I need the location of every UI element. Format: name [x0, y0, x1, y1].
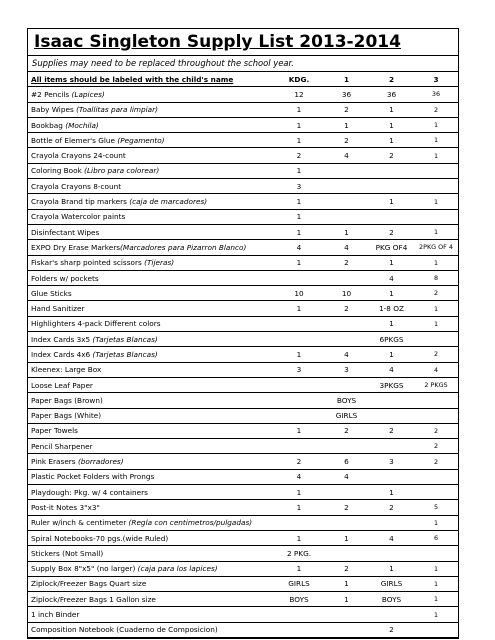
- qty-grade-1: 4: [324, 347, 369, 362]
- table-row: [28, 194, 458, 209]
- qty-grade-3: 2: [414, 347, 458, 362]
- item-name: [28, 423, 274, 438]
- qty-grade-2: [369, 546, 414, 561]
- item-name: [28, 224, 274, 239]
- qty-grade-1: 1: [324, 576, 369, 591]
- item-spanish-label: (Tarjetas Blancas): [92, 349, 158, 359]
- header-grade-2: 2: [369, 72, 414, 87]
- qty-grade-2: 6PKGS: [369, 332, 414, 347]
- qty-kdg: [274, 316, 324, 331]
- table-row: [28, 87, 458, 102]
- qty-kdg: 2 PKG.: [274, 546, 324, 561]
- qty-grade-2: 1: [369, 255, 414, 270]
- table-row: [28, 148, 458, 163]
- header-kdg: KDG.: [274, 72, 324, 87]
- qty-grade-2: 1: [369, 102, 414, 117]
- item-spanish-label: (caja para los lapices): [137, 564, 218, 574]
- item-spanish-label: (Toallitas para limpiar): [76, 105, 158, 115]
- item-label: Crayola Brand tip markers: [31, 197, 130, 207]
- item-spanish-label: (Lapices): [71, 89, 105, 99]
- table-row: [28, 133, 458, 148]
- item-label: Crayola Crayons 8-count: [31, 181, 122, 191]
- qty-grade-1: 2: [324, 301, 369, 316]
- qty-grade-2: 2: [369, 622, 414, 637]
- qty-grade-2: 1: [369, 117, 414, 132]
- qty-kdg: 1: [274, 163, 324, 178]
- qty-grade-2: 2: [369, 500, 414, 515]
- item-name: [28, 133, 274, 148]
- qty-grade-2: 2: [369, 224, 414, 239]
- item-name: [28, 576, 274, 591]
- qty-grade-1: [324, 485, 369, 500]
- qty-grade-3: 2: [414, 286, 458, 301]
- qty-grade-3: 1: [414, 224, 458, 239]
- item-name: [28, 301, 274, 316]
- qty-grade-3: 2 PKGS: [414, 377, 458, 392]
- qty-grade-2: 1: [369, 286, 414, 301]
- table-row: [28, 286, 458, 301]
- qty-grade-2: [369, 163, 414, 178]
- qty-kdg: 1: [274, 209, 324, 224]
- qty-kdg: [274, 439, 324, 454]
- qty-grade-2: 36: [369, 87, 414, 102]
- qty-grade-3: [414, 469, 458, 484]
- qty-kdg: [274, 332, 324, 347]
- header-grade-1: 1: [324, 72, 369, 87]
- qty-grade-2: [369, 607, 414, 622]
- header-item: All items should be labeled with the child's name: [28, 72, 274, 87]
- qty-grade-2: 1: [369, 561, 414, 576]
- qty-grade-3: 1: [414, 301, 458, 316]
- qty-grade-1: 2: [324, 133, 369, 148]
- qty-grade-3: 1: [414, 133, 458, 148]
- qty-grade-1: 2: [324, 102, 369, 117]
- item-label: Glue Sticks: [31, 288, 72, 298]
- item-name: [28, 530, 274, 545]
- header-grade-3: 3: [414, 72, 458, 87]
- qty-grade-1: [324, 607, 369, 622]
- item-label: Crayola Watercolor paints: [31, 212, 126, 222]
- item-name: [28, 561, 274, 576]
- item-label: 1 inch Binder: [31, 610, 80, 620]
- table-row: [28, 607, 458, 622]
- qty-kdg: 1: [274, 530, 324, 545]
- table-row: [28, 255, 458, 270]
- qty-grade-3: [414, 332, 458, 347]
- table-header-row: [28, 72, 458, 87]
- table-row: [28, 530, 458, 545]
- qty-grade-1: [324, 179, 369, 194]
- item-name: [28, 546, 274, 561]
- page-title: [28, 29, 458, 56]
- qty-grade-3: 1: [414, 515, 458, 530]
- qty-grade-3: 1: [414, 117, 458, 132]
- table-row: [28, 485, 458, 500]
- qty-grade-3: [414, 393, 458, 408]
- item-label: Disinfectant Wipes: [31, 227, 100, 237]
- qty-grade-2: [369, 393, 414, 408]
- table-row: [28, 362, 458, 377]
- table-row: [28, 408, 458, 423]
- qty-kdg: 4: [274, 469, 324, 484]
- item-spanish-label: (Regla con centimetros/pulgadas): [128, 518, 253, 528]
- qty-grade-1: 10: [324, 286, 369, 301]
- qty-grade-1: [324, 515, 369, 530]
- item-name: [28, 179, 274, 194]
- qty-grade-2: [369, 408, 414, 423]
- item-label: Coloring Book: [31, 166, 85, 176]
- qty-grade-1: 36: [324, 87, 369, 102]
- table-row: [28, 377, 458, 392]
- qty-grade-2: 2: [369, 423, 414, 438]
- item-name: [28, 362, 274, 377]
- qty-grade-1: [324, 439, 369, 454]
- item-label: Pink Erasers: [31, 457, 78, 467]
- table-row: [28, 102, 458, 117]
- qty-grade-2: 1: [369, 347, 414, 362]
- item-label: Spiral Notebooks-70 pgs.(wide Ruled): [31, 533, 169, 543]
- item-label: EXPO Dry Erase Markers: [31, 242, 121, 252]
- item-name: [28, 607, 274, 622]
- qty-grade-3: 1: [414, 561, 458, 576]
- qty-grade-1: 3: [324, 362, 369, 377]
- qty-grade-1: 1: [324, 530, 369, 545]
- qty-kdg: GIRLS: [274, 576, 324, 591]
- qty-grade-1: BOYS: [324, 393, 369, 408]
- qty-grade-2: [369, 179, 414, 194]
- qty-grade-2: 4: [369, 270, 414, 285]
- qty-grade-2: 4: [369, 362, 414, 377]
- qty-kdg: 2: [274, 454, 324, 469]
- qty-grade-3: 1: [414, 255, 458, 270]
- qty-kdg: [274, 515, 324, 530]
- item-spanish-label: (caja de marcadores): [129, 197, 208, 207]
- item-label: Post-it Notes 3"x3": [31, 502, 100, 512]
- qty-grade-3: [414, 485, 458, 500]
- qty-kdg: 12: [274, 87, 324, 102]
- table-row: [28, 546, 458, 561]
- item-spanish-label: (Libro para colorear): [84, 166, 160, 176]
- qty-grade-3: 1: [414, 607, 458, 622]
- item-name: [28, 622, 274, 637]
- qty-kdg: 1: [274, 347, 324, 362]
- qty-grade-1: 1: [324, 117, 369, 132]
- table-row: [28, 592, 458, 607]
- item-name: [28, 393, 274, 408]
- qty-kdg: BOYS: [274, 592, 324, 607]
- item-spanish-label: (Tarjetas Blancas): [92, 334, 158, 344]
- item-label: Stickers (Not Small): [31, 548, 104, 558]
- qty-grade-2: 3PKGS: [369, 377, 414, 392]
- item-spanish-label: (Tijeras): [144, 258, 175, 268]
- table-row: [28, 500, 458, 515]
- item-label: Bottle of Elemer's Glue: [31, 135, 118, 145]
- qty-grade-1: [324, 209, 369, 224]
- qty-grade-1: [324, 194, 369, 209]
- qty-grade-3: [414, 163, 458, 178]
- item-label: Crayola Crayons 24-count: [31, 151, 126, 161]
- qty-kdg: [274, 607, 324, 622]
- qty-kdg: 1: [274, 255, 324, 270]
- qty-grade-1: [324, 332, 369, 347]
- table-row: [28, 347, 458, 362]
- item-name: [28, 87, 274, 102]
- qty-grade-2: [369, 515, 414, 530]
- item-spanish-label: (borradores): [77, 457, 124, 467]
- qty-kdg: [274, 377, 324, 392]
- item-label: Composition Notebook (Cuaderno de Composicion): [31, 625, 218, 635]
- qty-grade-1: [324, 377, 369, 392]
- item-name: [28, 163, 274, 178]
- item-label: Paper Towels: [31, 426, 78, 436]
- qty-kdg: 1: [274, 194, 324, 209]
- item-spanish-label: (Pegamento): [117, 135, 165, 145]
- item-name: [28, 469, 274, 484]
- qty-grade-1: [324, 546, 369, 561]
- item-name: [28, 270, 274, 285]
- qty-grade-3: 2: [414, 423, 458, 438]
- table-row: [28, 163, 458, 178]
- qty-grade-1: 2: [324, 500, 369, 515]
- item-name: [28, 377, 274, 392]
- table-row: [28, 393, 458, 408]
- item-label: Folders w/ pockets: [31, 273, 99, 283]
- qty-grade-1: 1: [324, 224, 369, 239]
- qty-grade-2: [369, 439, 414, 454]
- qty-grade-3: 1: [414, 592, 458, 607]
- qty-grade-1: 6: [324, 454, 369, 469]
- item-spanish-label: (Mochila): [65, 120, 99, 130]
- item-spanish-label: (Marcadores para Pizarron Blanco): [120, 242, 247, 252]
- qty-kdg: 1: [274, 561, 324, 576]
- item-label: Hand Sanitizer: [31, 304, 85, 314]
- qty-grade-3: [414, 546, 458, 561]
- page-subtitle: Supplies may need to be replaced throughout the school year.: [28, 56, 458, 72]
- qty-kdg: 1: [274, 485, 324, 500]
- table-row: [28, 561, 458, 576]
- qty-grade-2: [369, 209, 414, 224]
- item-name: [28, 117, 274, 132]
- qty-grade-1: 4: [324, 469, 369, 484]
- qty-grade-3: 5: [414, 500, 458, 515]
- qty-grade-3: [414, 622, 458, 637]
- item-name: [28, 194, 274, 209]
- item-label: Fiskar's sharp pointed scissors: [31, 258, 145, 268]
- item-label: Baby Wipes: [31, 105, 77, 115]
- qty-grade-3: 2: [414, 102, 458, 117]
- qty-grade-3: 8: [414, 270, 458, 285]
- item-name: [28, 316, 274, 331]
- qty-kdg: 4: [274, 240, 324, 255]
- qty-grade-1: 4: [324, 148, 369, 163]
- qty-kdg: 1: [274, 301, 324, 316]
- table-row: [28, 515, 458, 530]
- item-name: [28, 408, 274, 423]
- item-label: Pencil Sharpener: [31, 441, 93, 451]
- qty-grade-2: 4: [369, 530, 414, 545]
- supply-table: [28, 72, 458, 638]
- qty-kdg: 1: [274, 133, 324, 148]
- qty-grade-1: [324, 316, 369, 331]
- item-name: [28, 515, 274, 530]
- qty-grade-3: 2: [414, 454, 458, 469]
- table-row: [28, 179, 458, 194]
- table-row: [28, 423, 458, 438]
- qty-grade-3: 36: [414, 87, 458, 102]
- qty-grade-2: 3: [369, 454, 414, 469]
- qty-grade-3: 2: [414, 439, 458, 454]
- supply-table-body: [28, 72, 458, 637]
- qty-grade-1: 1: [324, 592, 369, 607]
- qty-kdg: 1: [274, 423, 324, 438]
- item-label: Index Cards 3x5: [31, 334, 93, 344]
- qty-grade-3: 1: [414, 316, 458, 331]
- table-row: [28, 469, 458, 484]
- qty-kdg: [274, 622, 324, 637]
- qty-grade-1: 2: [324, 255, 369, 270]
- qty-kdg: [274, 270, 324, 285]
- item-label: Paper Bags (White): [31, 411, 102, 421]
- qty-grade-3: 4: [414, 362, 458, 377]
- qty-grade-3: 6: [414, 530, 458, 545]
- item-name: [28, 592, 274, 607]
- qty-grade-1: GIRLS: [324, 408, 369, 423]
- item-label: Loose Leaf Paper: [31, 380, 93, 390]
- qty-grade-1: 4: [324, 240, 369, 255]
- qty-grade-1: [324, 270, 369, 285]
- qty-grade-2: 1: [369, 316, 414, 331]
- title-text: Isaac Singleton Supply List 2013-2014: [34, 32, 401, 52]
- item-name: [28, 209, 274, 224]
- qty-kdg: 1: [274, 102, 324, 117]
- qty-grade-2: 1: [369, 194, 414, 209]
- qty-grade-3: [414, 209, 458, 224]
- qty-grade-3: [414, 408, 458, 423]
- item-label: Paper Bags (Brown): [31, 395, 103, 405]
- qty-grade-1: [324, 622, 369, 637]
- supply-list-sheet: [27, 28, 459, 639]
- qty-kdg: [274, 408, 324, 423]
- item-name: [28, 439, 274, 454]
- qty-kdg: 1: [274, 500, 324, 515]
- item-label: Ziplock/Freezer Bags 1 Gallon size: [31, 594, 156, 604]
- table-row: [28, 316, 458, 331]
- qty-kdg: 1: [274, 117, 324, 132]
- table-row: [28, 224, 458, 239]
- item-name: [28, 255, 274, 270]
- qty-grade-1: [324, 163, 369, 178]
- table-row: [28, 576, 458, 591]
- item-name: [28, 332, 274, 347]
- qty-grade-3: 1: [414, 148, 458, 163]
- qty-kdg: 3: [274, 362, 324, 377]
- item-label: Kleenex: Large Box: [31, 365, 102, 375]
- qty-grade-2: PKG OF4: [369, 240, 414, 255]
- item-name: [28, 286, 274, 301]
- table-row: [28, 240, 458, 255]
- qty-grade-2: 2: [369, 148, 414, 163]
- table-row: [28, 454, 458, 469]
- table-row: [28, 622, 458, 637]
- table-row: [28, 209, 458, 224]
- item-name: [28, 240, 274, 255]
- item-name: [28, 485, 274, 500]
- table-row: [28, 117, 458, 132]
- qty-grade-2: BOYS: [369, 592, 414, 607]
- qty-grade-2: 1: [369, 133, 414, 148]
- qty-grade-1: 2: [324, 423, 369, 438]
- item-name: [28, 454, 274, 469]
- item-label: Index Cards 4x6: [31, 349, 93, 359]
- item-name: [28, 500, 274, 515]
- qty-kdg: 10: [274, 286, 324, 301]
- table-row: [28, 439, 458, 454]
- item-label: Bookbag: [31, 120, 66, 130]
- qty-grade-3: 2PKG OF 4: [414, 240, 458, 255]
- qty-kdg: 2: [274, 148, 324, 163]
- item-label: Ruler w/inch & centimeter: [31, 518, 129, 528]
- item-name: [28, 148, 274, 163]
- item-label: Supply Box 8"x5" (no larger): [31, 564, 138, 574]
- qty-grade-3: 1: [414, 194, 458, 209]
- qty-kdg: [274, 393, 324, 408]
- table-row: [28, 301, 458, 316]
- qty-grade-2: [369, 469, 414, 484]
- qty-grade-2: 1-8 OZ: [369, 301, 414, 316]
- qty-kdg: 1: [274, 224, 324, 239]
- qty-grade-2: GIRLS: [369, 576, 414, 591]
- item-name: [28, 102, 274, 117]
- qty-grade-1: 2: [324, 561, 369, 576]
- table-row: [28, 332, 458, 347]
- item-label: Highlighters 4-pack Different colors: [31, 319, 161, 329]
- qty-kdg: 3: [274, 179, 324, 194]
- table-row: [28, 270, 458, 285]
- item-label: Playdough: Pkg. w/ 4 containers: [31, 487, 148, 497]
- item-label: Ziplock/Freezer Bags Quart size: [31, 579, 147, 589]
- qty-grade-2: 1: [369, 485, 414, 500]
- qty-grade-3: 1: [414, 576, 458, 591]
- item-label: #2 Pencils: [31, 89, 72, 99]
- qty-grade-3: [414, 179, 458, 194]
- item-label: Plastic Pocket Folders with Prongs: [31, 472, 155, 482]
- item-name: [28, 347, 274, 362]
